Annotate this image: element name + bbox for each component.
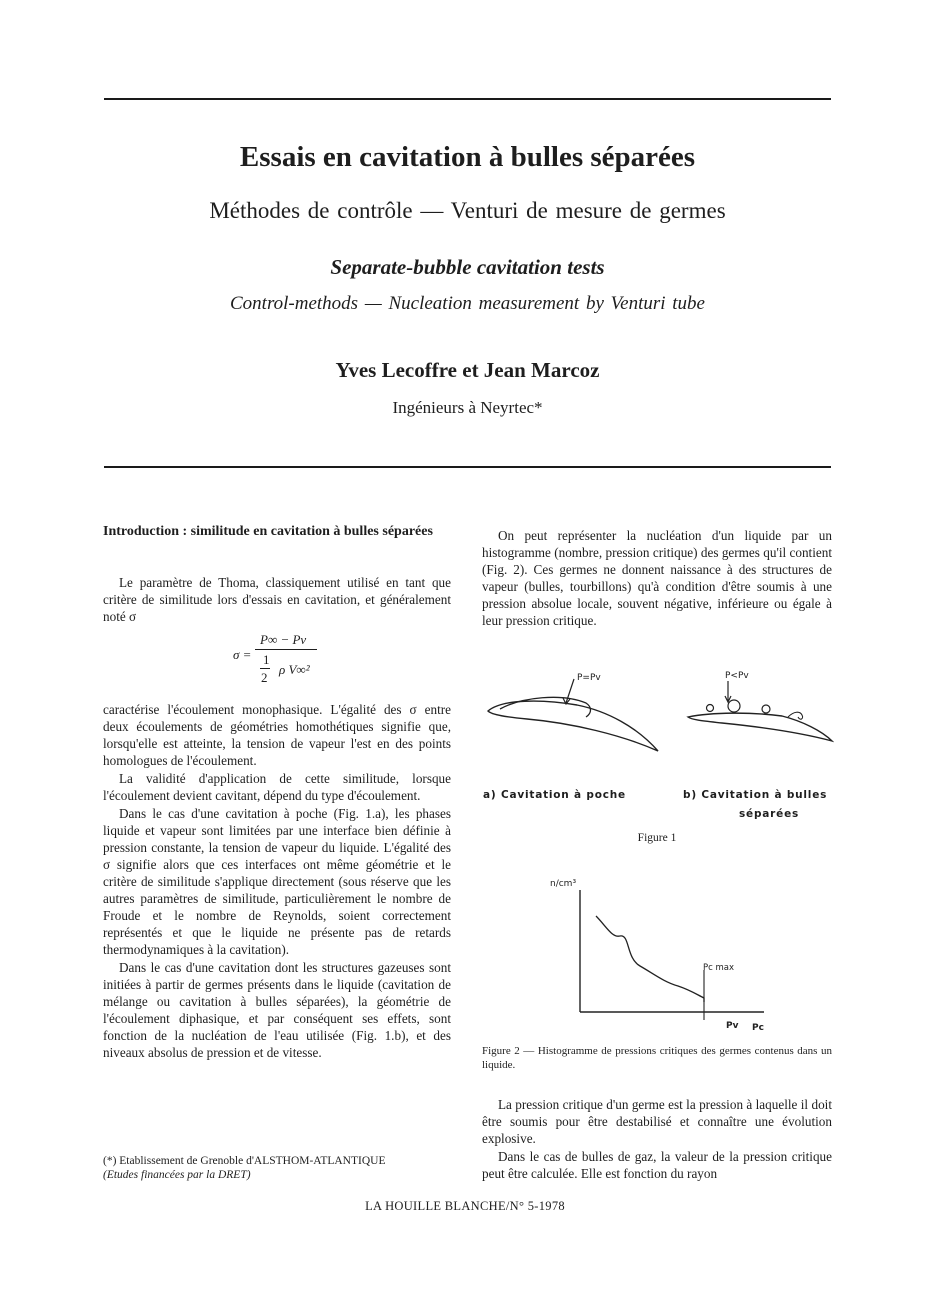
figure-2-histogram (540, 870, 790, 1036)
thoma-formula (103, 631, 451, 693)
figure-1-diagram (482, 665, 834, 765)
foil-a (488, 679, 658, 751)
formula-denom-rest: ρ V∞² (279, 662, 310, 677)
right-column-bottom (482, 1096, 832, 1183)
english-subtitle: Control-methods — Nucleation measurement by Venturi tube (230, 293, 705, 314)
foil-b (688, 681, 832, 741)
formula-lhs: σ = (233, 647, 252, 662)
page-footer: LA HOUILLE BLANCHE/N° 5-1978 (365, 1199, 565, 1213)
formula-numerator: P∞ − Pv (260, 632, 307, 647)
figure-1-label: Figure 1 (637, 832, 677, 844)
bubble (728, 700, 740, 712)
section-heading: Introduction : similitude en cavitation à bulles séparées (103, 524, 433, 539)
english-title: Separate-bubble cavitation tests (330, 255, 605, 279)
right-column-top (482, 527, 832, 630)
affiliation: Ingénieurs à Neyrtec* (392, 398, 543, 417)
figure-2-caption: Figure 2 — Histogramme de pressions critiques des germes contenus dans un liquide. (482, 1045, 832, 1071)
top-rule (104, 98, 831, 100)
paragraph: Le paramètre de Thoma, classiquement utilisé en tant que critère de similitude lors d'essais en cavitation, et généralement noté σ (103, 575, 451, 624)
histogram-curve (596, 916, 704, 1002)
header-bottom-rule (104, 466, 831, 468)
bubble (762, 705, 770, 713)
fraction-bar (255, 649, 317, 650)
paragraph: La pression critique d'un germe est la pression à laquelle il doit être soumis pour être destabilisé et connaître une évolution explosive. (482, 1097, 832, 1146)
sheet-cavity (500, 697, 591, 717)
formula-denom-one: 1 (263, 652, 270, 667)
footnote-line: (Etudes financées par la DRET) (103, 1169, 251, 1181)
footnote (103, 1154, 463, 1182)
figure-1a-caption: a) Cavitation à poche (483, 789, 626, 801)
paragraph: La validité d'application de cette similitude, lorsque l'écoulement devient cavitant, dépend du type d'écoulement. (103, 771, 451, 803)
bubble (707, 705, 714, 712)
figure-1b-caption: b) Cavitation à bulles (683, 789, 828, 801)
pc-max-label: Pc max (703, 963, 735, 973)
page-subtitle: Méthodes de contrôle — Venturi de mesure de germes (209, 198, 726, 223)
x-label-pv: Pv (726, 1021, 739, 1031)
paragraph: Dans le cas d'une cavitation dont les structures gazeuses sont initiées à partir de germes présents dans le liquide (cavitation de mélange ou cavitation à bulles séparées), la géométrie de l'écoulement diphasique, et par conséquent ses effets, sont fonction de la nucléation de l'eau utilisée (Fig. 1.b), et des niveaux absolus de pression et de vitesse. (103, 960, 451, 1060)
footnote-line: (*) Etablissement de Grenoble d'ALSTHOM-ATLANTIQUE (103, 1155, 386, 1167)
label-p-eq-pv: P=Pv (577, 673, 601, 683)
left-column (103, 523, 451, 1062)
label-p-lt-pv: P<Pv (725, 671, 749, 681)
paragraph: caractérise l'écoulement monophasique. L'égalité des σ entre deux écoulements de géométries homothétiques signifie que, lorsqu'elle est atteinte, la tension de vapeur l'est en des points homologues de l'écoulement. (103, 702, 452, 768)
paragraph: Dans le cas d'une cavitation à poche (Fig. 1.a), les phases liquide et vapeur sont limitées par une interface bien définie à pression constante, la tension de vapeur du liquide. L'égalité des σ signifie alors que ces interfaces ont même géométrie et le critère de similitude s'applique directement (sous réserve que les autres paramètres de similitude, particulièrement le nombre de Froude et le nombre de Reynolds, soient correctement représentés et que le liquide ne présente pas de retards thermodynamiques à la cavitation). (103, 806, 451, 957)
formula-denom-two: 2 (261, 670, 268, 685)
authors: Yves Lecoffre et Jean Marcoz (335, 358, 600, 382)
x-label-pc: Pc (752, 1023, 764, 1033)
page-title: Essais en cavitation à bulles séparées (239, 141, 696, 173)
y-axis-label: n/cm³ (550, 879, 577, 889)
figure-1b-caption-cont: séparées (739, 808, 800, 820)
paragraph: Dans le cas de bulles de gaz, la valeur de la pression critique peut être calculée. Elle est fonction du rayon (482, 1149, 832, 1181)
paragraph: On peut représenter la nucléation d'un liquide par un histogramme (nombre, pression critique) des germes qu'il contient (Fig. 2). Ces germes ne donnent naissance à des structures de vapeur (bulles, tourbillons) qu'à condition d'être soumis à une pression absolue locale, souvent négative, inférieure ou égale à leur pression critique. (482, 528, 832, 628)
